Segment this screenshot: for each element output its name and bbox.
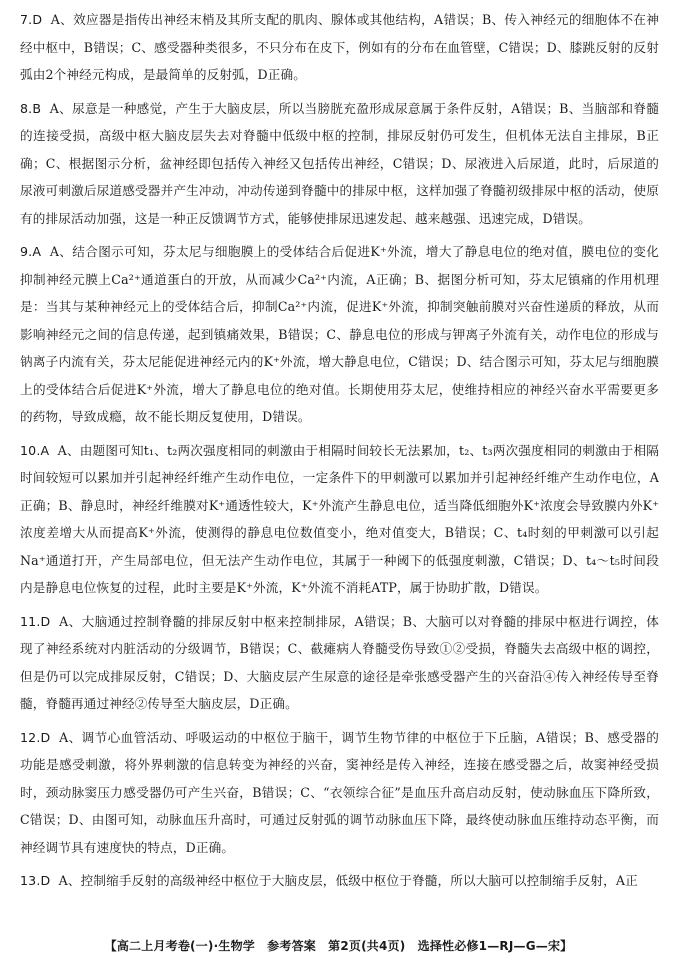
answer-list xyxy=(20,6,659,901)
answer-explanation: A、尿意是一种感觉，产生于大脑皮层，所以当膀胱充盈形成尿意属于条件反射，A错误；B、当脑部和脊髓的连接受损，高级中枢大脑皮层失去对脊髓中低级中枢的控制，排尿反射仍可发生，但机体无法自主排尿，B正确；C、根据图示分析，盆神经即包括传入神经又包括传出神经，C错误；D、尿液进入后尿道，此时，后尿道的尿液可刺激后尿道感受器并产生冲动，冲动传递到脊髓中的排尿中枢，这样加强了脊髓初级排尿中枢的活动，使原有的排尿活动加强，这是一种正反馈调节方式，能够使排尿迅速发起、越来越强、迅速完成，D错误。 xyxy=(20,100,659,226)
answer-item-8 xyxy=(20,95,659,233)
answer-number: 13.D xyxy=(20,873,51,888)
answer-item-12 xyxy=(20,724,659,862)
answer-number: 8.B xyxy=(20,100,42,116)
answer-number: 12.D xyxy=(20,729,51,745)
answer-number: 7.D xyxy=(20,12,43,27)
answer-item-7 xyxy=(20,6,659,89)
answer-item-11 xyxy=(20,608,659,718)
answer-number: 11.D xyxy=(20,613,51,629)
answer-explanation: A、结合图示可知，芬太尼与细胞膜上的受体结合后促进K⁺外流，增大了静息电位的绝对值，膜电位的变化抑制神经元膜上Ca²⁺通道蛋白的开放，从而减少Ca²⁺内流，A正确；B、据图分析可知，芬太尼镇痛的作用机理是：当其与某种神经元上的受体结合后，抑制Ca²⁺内流，促进K⁺外流，抑制突触前膜对兴奋性递质的释放，从而影响神经元之间的信息传递，起到镇痛效果，B错误；C、静息电位的形成与钾离子外流有关，动作电位的形成与钠离子内流有关，芬太尼能促进神经元内的K⁺外流，增大静息电位，C错误；D、结合图示可知，芬太尼与细胞膜上的受体结合后促进K⁺外流，增大了静息电位的绝对值。长期使用芬太尼，使维持相应的神经兴奋水平需要更多的药物，导致成瘾，故不能长期反复使用，D错误。 xyxy=(20,244,659,424)
answer-explanation: A、大脑通过控制脊髓的排尿反射中枢来控制排尿，A错误；B、大脑可以对脊髓的排尿中枢进行调控，体现了神经系统对内脏活动的分级调节，B错误；C、截瘫病人脊髓受伤导致①②受损，脊髓失去高级中枢的调控，但是仍可以完成排尿反射，C错误；D、大脑皮层产生尿意的途径是牵张感受器产生的兴奋沿④传入神经传导至脊髓，脊髓再通过神经②传导至大脑皮层，D正确。 xyxy=(20,613,659,711)
answer-item-9 xyxy=(20,238,659,431)
page-footer: 【高二上月考卷(一)·生物学 参考答案 第2页(共4页) 选择性必修1—RJ—G—宋】 xyxy=(104,939,573,953)
answer-item-10 xyxy=(20,437,659,602)
answer-item-13 xyxy=(20,867,659,895)
answer-explanation: A、由题图可知t₁、t₂两次强度相同的刺激由于相隔时间较长无法累加，t₂、t₃两次强度相同的刺激由于相隔时间较短可以累加并引起神经纤维产生动作电位，一定条件下的甲刺激可以累加并引起神经纤维产生动作电位，A正确；B、静息时，神经纤维膜对K⁺通透性较大，K⁺外流产生静息电位，适当降低细胞外K⁺浓度会导致膜内外K⁺浓度差增大从而提高K⁺外流，使测得的静息电位数值变小，绝对值变大，B错误；C、t₄时刻的甲刺激可以引起Na⁺通道打开，产生局部电位，但无法产生动作电位，其属于一种阈下的低强度刺激，C错误；D、t₄～t₅时间段内是静息电位恢复的过程，此时主要是K⁺外流，K⁺外流不消耗ATP，属于协助扩散，D错误。 xyxy=(20,442,659,595)
answer-explanation: A、控制缩手反射的高级神经中枢位于大脑皮层，低级中枢位于脊髓，所以大脑可以控制缩手反射，A正 xyxy=(58,873,638,888)
answer-explanation: A、效应器是指传出神经末梢及其所支配的肌肉、腺体或其他结构，A错误；B、传入神经元的细胞体不在神经中枢中，B错误；C、感受器种类很多，不只分布在皮下，例如有的分布在血管壁，C错误；D、膝跳反射的反射弧由2个神经元构成，是最简单的反射弧，D正确。 xyxy=(20,12,659,82)
answer-number: 9.A xyxy=(20,244,42,259)
answer-explanation: A、调节心血管活动、呼吸运动的中枢位于脑干，调节生物节律的中枢位于下丘脑，A错误；B、感受器的功能是感受刺激，将外界刺激的信息转变为神经的兴奋，窦神经是传入神经，连接在感受器之后，故窦神经受损时，颈动脉窦压力感受器仍可产生兴奋，B错误；C、“衣领综合征”是血压升高启动反射，使动脉血压下降所致，C错误；D、由图可知，动脉血压升高时，可通过反射弧的调节动脉血压下降，最终使动脉血压维持动态平衡，而神经调节具有速度快的特点，D正确。 xyxy=(20,729,659,855)
answer-number: 10.A xyxy=(20,442,50,458)
